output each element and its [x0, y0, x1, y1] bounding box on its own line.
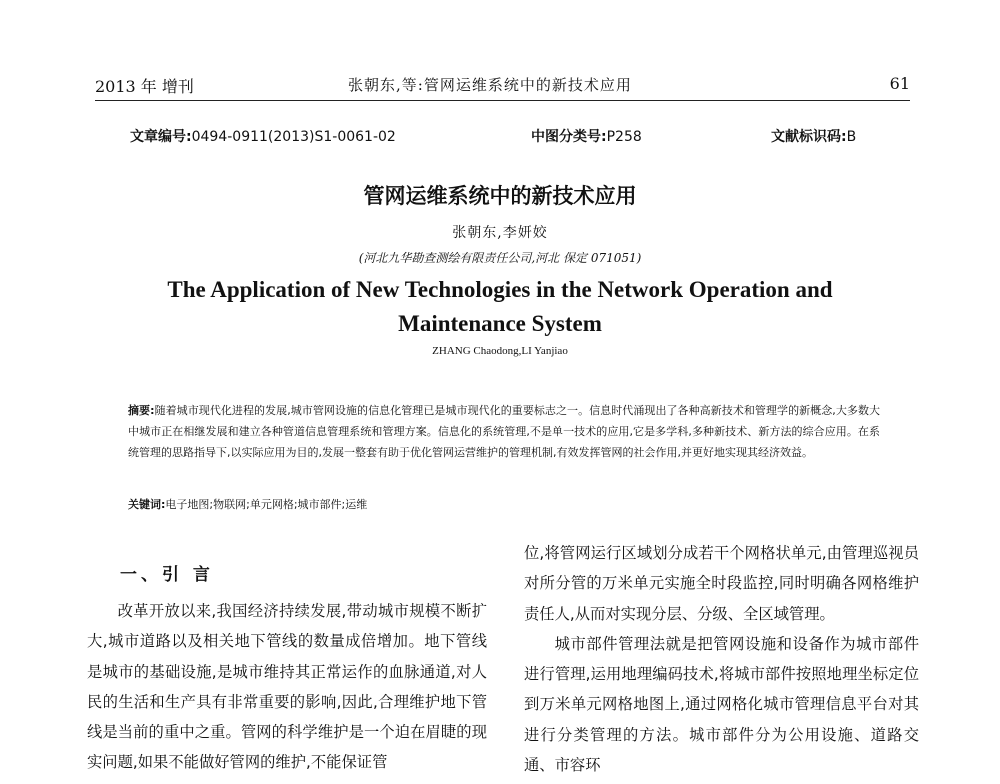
header-rule: [95, 100, 910, 101]
abstract-label: 摘要:: [128, 404, 155, 417]
title-english-line1: The Application of New Technologies in the Network Operation and: [167, 277, 833, 302]
title-english-line2: Maintenance System: [398, 311, 602, 336]
article-number-label: 文章编号:: [130, 129, 192, 145]
article-number: [130, 126, 396, 146]
authors-chinese: 张朝东,李妍姣: [452, 225, 548, 241]
title-english: [140, 273, 860, 341]
running-authors-title: 张朝东,等:管网运维系统中的新技术应用: [348, 76, 632, 94]
abstract: [128, 400, 880, 463]
right-column: [524, 538, 919, 780]
keywords-label: 关键词:: [128, 498, 166, 511]
paragraph: 城市部件管理法就是把管网设施和设备作为城市部件进行管理,运用地理编码技术,将城市部件按照地理坐标定位到万米单元网格地图上,通过网格化城市管理信息平台对其进行分类管理的方法。城市部件分为公用设施、道路交通、市容环: [524, 634, 919, 775]
journal-year-issue: 2013 年 增刊: [95, 77, 194, 96]
clc-value: P258: [606, 129, 642, 145]
running-header: [95, 74, 910, 100]
title-chinese: 管网运维系统中的新技术应用: [363, 184, 637, 208]
clc-label: 中图分类号:: [531, 129, 607, 145]
authors-english: ZHANG Chaodong,LI Yanjiao: [432, 345, 568, 357]
page-number: 61: [889, 74, 910, 93]
section-heading-introduction: 一、引 言: [120, 565, 214, 585]
paragraph-continued: 位,将管网运行区域划分成若干个网格状单元,由管理巡视员对所分管的万米单元实施全时段监控,同时明确各网格维护责任人,从而对实现分层、分级、全区域管理。: [524, 544, 919, 623]
document-code: [771, 126, 856, 146]
document-code-value: B: [846, 129, 857, 145]
keywords-text: 电子地图;物联网;单元网格;城市部件;运维: [165, 498, 368, 511]
left-column: [87, 596, 487, 778]
affiliation-chinese: (河北九华勘查测绘有限责任公司,河北 保定 071051): [358, 251, 642, 265]
clc-number: [531, 126, 642, 146]
paragraph: 改革开放以来,我国经济持续发展,带动城市规模不断扩大,城市道路以及相关地下管线的数量成倍增加。地下管线是城市的基础设施,是城市维持其正常运作的血脉通道,对人民的生活和生产具有非常重要的影响,因此,合理维护地下管线是当前的重中之重。管网的科学维护是一个迫在眉睫的现实问题,如果不能做好管网的维护,不能保证管: [87, 602, 487, 772]
abstract-text: 随着城市现代化进程的发展,城市管网设施的信息化管理已是城市现代化的重要标志之一。信息时代涌现出了各种高新技术和管理学的新概念,大多数大中城市正在相继发展和建立各种管道信息管理系统和管理方案。信息化的系统管理,不是单一技术的应用,它是多学科,多种新技术、新方法的综合应用。在系统管理的思路指导下,以实际应用为目的,发展一整套有助于优化管网运营维护的管理机制,有效发挥管网的社会作用,并更好地实现其经济效益。: [128, 404, 880, 459]
document-code-label: 文献标识码:: [771, 129, 847, 145]
keywords: [128, 496, 880, 512]
article-number-value: 0494-0911(2013)S1-0061-02: [191, 129, 396, 145]
